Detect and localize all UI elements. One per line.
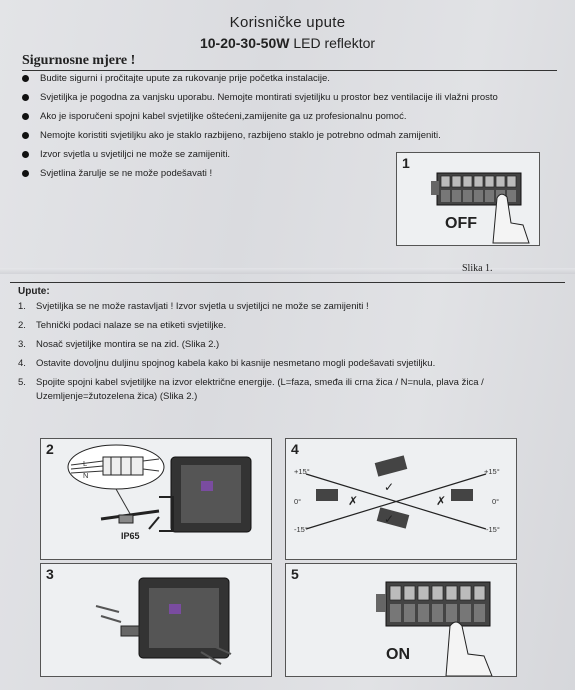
safety-heading: Sigurnosne mjere ! <box>22 53 136 68</box>
figure-number: 1 <box>402 155 410 171</box>
svg-text:✗: ✗ <box>348 494 359 508</box>
step-item: 2. Tehnički podaci nalaze se na etiketi svjetiljke. <box>18 320 227 331</box>
figure-2-wiring <box>40 438 272 560</box>
safety-item: Nemojte koristiti svjetiljku ako je staklo razbijeno, razbijeno staklo je potrebno odmah zamijeniti. <box>22 129 562 148</box>
figure-1-off <box>396 152 540 246</box>
figure-5-on <box>285 563 517 677</box>
step-item: 1. Svjetiljka se ne može rastavljati ! Izvor svjetla u svjetiljci ne može se zamijeniti ! <box>18 301 369 312</box>
divider <box>10 282 565 283</box>
angle-right-0: 0° <box>492 497 500 506</box>
safety-item: Budite sigurni i pročitajte upute za rukovanje prije početka instalacije. <box>22 72 562 91</box>
safety-item: Svjetlina žarulje se ne može podešavati ! <box>22 167 562 186</box>
bullet-icon <box>22 170 29 177</box>
bullet-icon <box>22 151 29 158</box>
figure-number: 2 <box>46 441 54 457</box>
figure-number: 3 <box>46 566 54 582</box>
step-item: 4. Ostavite dovoljnu duljinu spojnog kabela kako bi kasnije nesmetano mogli podešavati svjetiljku. <box>18 358 436 369</box>
safety-item: Svjetiljka je pogodna za vanjsku uporabu. Nemojte montirati svjetiljku u prostor bez ventilacije ili vlažni prosto <box>22 91 562 110</box>
figure-number: 5 <box>291 566 299 582</box>
divider <box>22 70 557 71</box>
safety-item: Ako je isporučeni spojni kabel svjetiljke oštećeni,zamijenite ga uz profesionalnu pomoć. <box>22 110 562 129</box>
wattage-range: 10-20-30-50W <box>199 35 290 51</box>
instruction-steps <box>18 300 563 409</box>
bullet-icon <box>22 94 29 101</box>
step-item: 5. Spojite spojni kabel svjetiljke na izvor električne energije. (L=faza, smeđa ili crna žica / N=nula, plava žica / Uzemljenje=žutozelena žica) (Slika 2.) <box>18 377 484 402</box>
figure-4-mounting-angles <box>285 438 517 560</box>
angle-left-0: 0° <box>294 497 302 506</box>
bullet-icon <box>22 113 29 120</box>
angle-left-minus15: -15° <box>294 525 308 534</box>
step-item: 3. Nosač svjetiljke montira se na zid. (Slika 2.) <box>18 339 220 350</box>
document-subtitle <box>0 35 575 51</box>
wiring-illustration <box>41 439 271 559</box>
figure-number: 4 <box>291 441 299 457</box>
figure-3-wall-mount <box>40 563 272 677</box>
on-label: ON <box>386 646 410 663</box>
safety-item: Izvor svjetla u svjetiljci ne može se zamijeniti. <box>22 148 562 167</box>
instructions-heading: Upute: <box>18 286 50 297</box>
angle-left-plus15: +15° <box>294 467 310 476</box>
figure-1-caption: Slika 1. <box>462 263 493 274</box>
angle-right-plus15: +15° <box>484 467 500 476</box>
angle-illustration <box>286 439 516 559</box>
svg-text:✗: ✗ <box>436 494 447 508</box>
bullet-icon <box>22 132 29 139</box>
bullet-icon <box>22 75 29 82</box>
wall-mount-illustration <box>41 564 271 676</box>
angle-right-minus15: -15° <box>486 525 500 534</box>
terminal-label-l: L <box>83 459 88 468</box>
ip-rating: IP65 <box>121 531 140 541</box>
terminal-label-n: N <box>83 471 89 480</box>
svg-text:✓: ✓ <box>384 512 395 526</box>
product-name: LED reflektor <box>289 35 376 51</box>
off-label: OFF <box>445 215 477 232</box>
svg-text:✓: ✓ <box>384 480 395 494</box>
document-title: Korisničke upute <box>229 14 346 31</box>
